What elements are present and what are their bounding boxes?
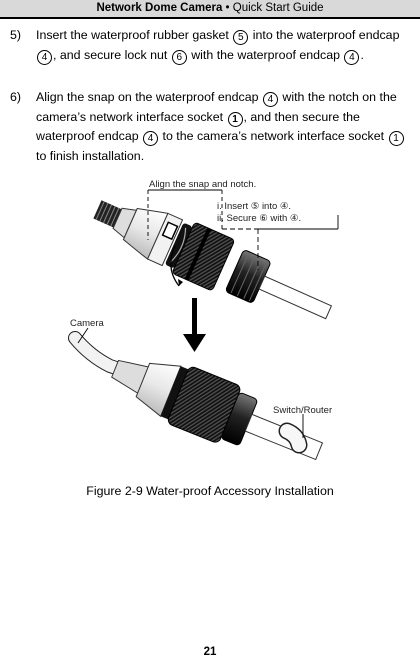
circled-number-1-icon: 1 — [389, 131, 404, 146]
header-product: Network Dome Camera — [96, 2, 223, 14]
label-camera: Camera — [70, 318, 104, 329]
step-text-segment: , and secure lock nut — [53, 47, 171, 62]
network-cable — [259, 276, 331, 318]
header-guide: Quick Start Guide — [232, 2, 324, 14]
page-number: 21 — [203, 646, 217, 658]
label-switch-router: Switch/Router — [273, 405, 333, 416]
header-separator: • — [222, 2, 233, 14]
circled-number-5-icon: 5 — [233, 30, 248, 45]
step-text-segment: Align the snap on the waterproof endcap — [36, 90, 262, 104]
circled-number-4-icon: 4 — [143, 131, 158, 146]
down-arrow-icon — [183, 298, 206, 352]
step-number: 5) — [10, 28, 22, 42]
step-number: 6) — [10, 90, 22, 104]
step-text-segment: with the notch on the camera’s network interface socket — [36, 90, 397, 124]
camera-cable-connector-assembly — [86, 184, 340, 338]
circled-number-1-icon: 1 — [228, 112, 243, 127]
circled-number-6-icon: 6 — [172, 50, 187, 65]
step-text-segment: , and then secure the waterproof endcap — [36, 109, 360, 143]
callout-secure: ii. Secure ⑥ with ④. — [217, 213, 302, 224]
step-text-segment: to the camera’s network interface socket — [159, 129, 388, 143]
step-text-segment: Insert the waterproof rubber gasket — [36, 28, 233, 42]
step-text-segment: to finish installation. — [36, 148, 145, 163]
step-text-segment: into the waterproof endcap — [249, 28, 400, 42]
step-text-segment: with the waterproof endcap — [187, 47, 344, 62]
callout-align: Align the snap and notch. — [149, 179, 257, 190]
circled-number-4-icon: 4 — [344, 50, 359, 65]
figure-caption: Figure 2-9 Water-proof Accessory Installation — [86, 484, 334, 498]
circled-number-4-icon: 4 — [263, 92, 278, 107]
step-text-segment: . — [360, 47, 364, 62]
callout-insert: i. Insert ⑤ into ④. — [217, 201, 292, 212]
circled-number-4-icon: 4 — [37, 50, 52, 65]
